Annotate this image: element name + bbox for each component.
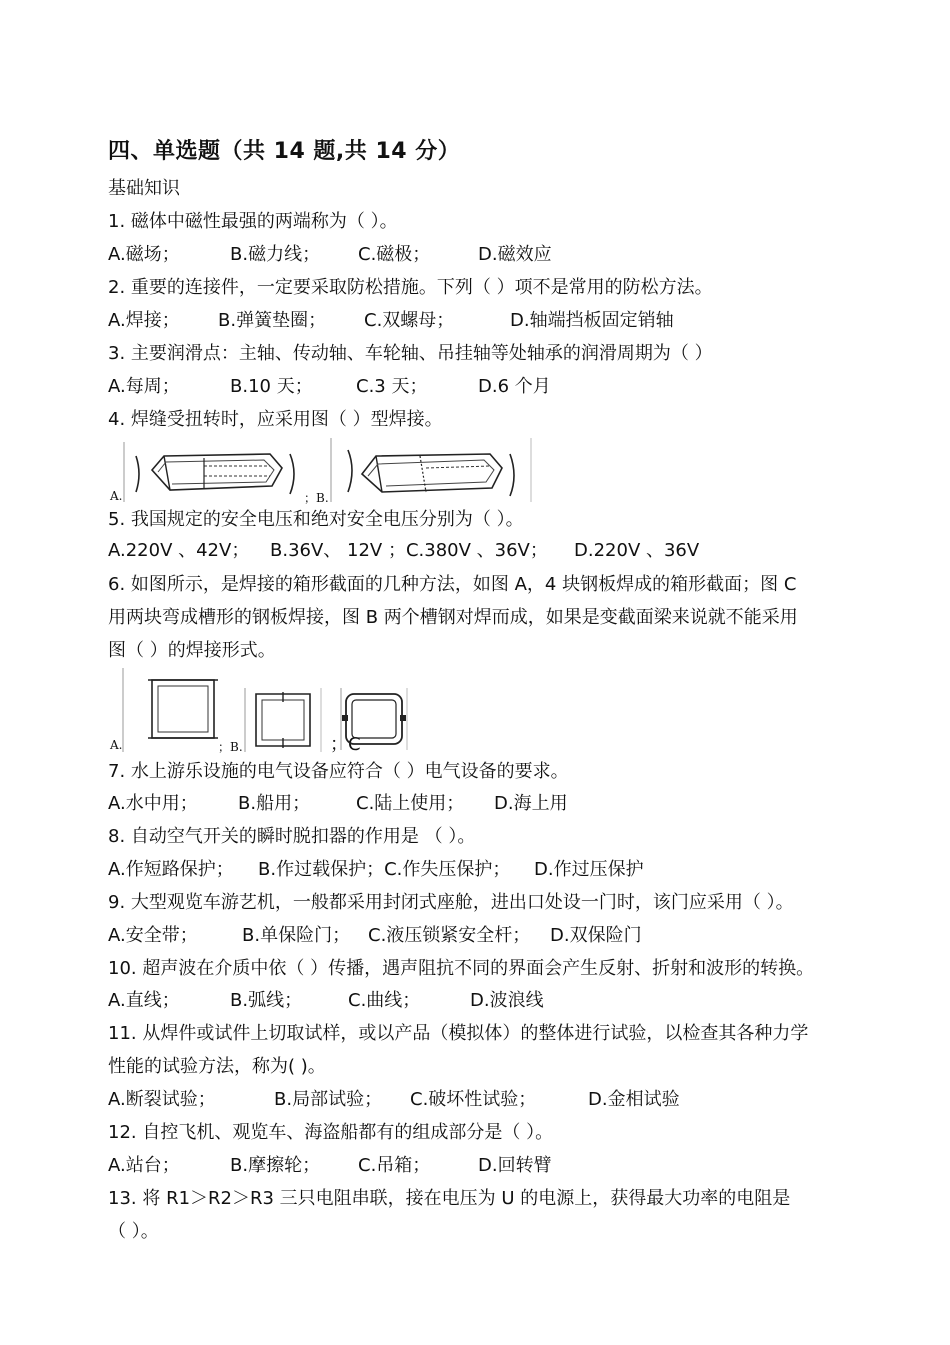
figure-label-c: ；C [330,734,361,755]
option-d: D.磁效应 [478,244,552,265]
figure-label-a: A. [110,738,123,752]
option-d: D.作过压保护 [534,859,644,880]
box-section-figure-c [340,688,408,750]
option-d: D.220V 、36V [574,540,700,561]
option-b: B.36V、 12V ；C.380V 、36V； [270,540,548,561]
section-title: 四、单选题（共 14 题,共 14 分） [108,139,461,164]
option-a: A.水中用； [108,793,198,814]
figure-label-b: ；B. [218,740,243,754]
question-9-stem: 9. 大型观览车游艺机，一般都采用封闭式座舱，进出口处设一门时，该门应采用（ ）。 [108,892,794,913]
option-c: C.液压锁紧安全杆； [368,925,531,946]
option-a: A.作短路保护； [108,859,234,880]
category-label: 基础知识 [108,178,180,199]
option-c: C.曲线； [348,990,421,1011]
option-d: D.轴端挡板固定销轴 [510,310,674,331]
option-b: B.弹簧垫圈； [218,310,327,331]
option-a: A.断裂试验； [108,1089,216,1110]
option-b: B.弧线； [230,990,303,1011]
question-3-stem: 3. 主要润滑点：主轴、传动轴、车轮轴、吊挂轴等处轴承的润滑周期为（ ） [108,343,713,364]
option-d: D.波浪线 [470,990,544,1011]
option-d: D.6 个月 [478,376,551,397]
question-2-stem: 2. 重要的连接件，一定要采取防松措施。下列（ ）项不是常用的防松方法。 [108,277,713,298]
figure-label-b: ；B. [304,491,329,505]
figure-label-a: A. [110,489,123,503]
weld-figure-a [122,442,304,502]
question-12-stem: 12. 自控飞机、观览车、海盗船都有的组成部分是（ ）。 [108,1122,554,1143]
option-a: A.磁场； [108,244,180,265]
option-b: B.10 天； [230,376,313,397]
option-b: B.磁力线； [230,244,321,265]
option-d: D.双保险门 [550,925,642,946]
option-a: A.直线； [108,990,180,1011]
question-4-stem: 4. 焊缝受扭转时，应采用图（ ）型焊接。 [108,409,443,430]
option-b: B.作过载保护；C.作失压保护； [258,859,511,880]
question-10-stem: 10. 超声波在介质中依（ ）传播，遇声阻抗不同的界面会产生反射、折射和波形的转换。 [108,958,815,979]
question-6-stem-line-2: 用两块弯成槽形的钢板焊接，图 B 两个槽钢对焊而成，如果是变截面梁来说就不能采用 [108,607,798,628]
option-c: C.吊箱； [358,1155,431,1176]
question-13-stem-line-1: 13. 将 R1＞R2＞R3 三只电阻串联，接在电压为 U 的电源上，获得最大功率的电阻是 [108,1188,791,1209]
option-d: D.海上用 [494,793,568,814]
option-a: A.220V 、42V； [108,540,250,561]
question-7-stem: 7. 水上游乐设施的电气设备应符合（ ）电气设备的要求。 [108,761,569,782]
option-c: C.破坏性试验； [410,1089,537,1110]
option-c: C.双螺母； [364,310,455,331]
option-a: A.安全带； [108,925,198,946]
option-b: B.局部试验； [274,1089,383,1110]
question-11-stem-line-2: 性能的试验方法，称为( )。 [108,1056,326,1077]
question-11-stem-line-1: 11. 从焊件或试件上切取试样，或以产品（模拟体）的整体进行试验，以检查其各种力学 [108,1023,809,1044]
option-c: C.陆上使用； [356,793,465,814]
weld-figure-b [330,438,532,502]
option-c: C.磁极； [358,244,431,265]
question-5-stem: 5. 我国规定的安全电压和绝对安全电压分别为（ ）。 [108,509,524,530]
option-d: D.金相试验 [588,1089,680,1110]
box-section-figure-a [122,668,218,752]
question-8-stem: 8. 自动空气开关的瞬时脱扣器的作用是 （ ）。 [108,826,476,847]
option-b: B.船用； [238,793,311,814]
question-13-stem-line-2: （ ）。 [108,1221,159,1242]
option-a: A.焊接； [108,310,180,331]
option-b: B.单保险门； [242,925,351,946]
option-c: C.3 天； [356,376,428,397]
box-section-figure-b [244,688,322,752]
option-d: D.回转臂 [478,1155,552,1176]
question-6-stem-line-3: 图（ ）的焊接形式。 [108,640,276,661]
option-a: A.每周； [108,376,180,397]
question-6-stem-line-1: 6. 如图所示，是焊接的箱形截面的几种方法，如图 A，4 块钢板焊成的箱形截面；图 C [108,574,797,595]
option-a: A.站台； [108,1155,180,1176]
option-b: B.摩擦轮； [230,1155,321,1176]
question-1-stem: 1. 磁体中磁性最强的两端称为（ ）。 [108,211,398,232]
